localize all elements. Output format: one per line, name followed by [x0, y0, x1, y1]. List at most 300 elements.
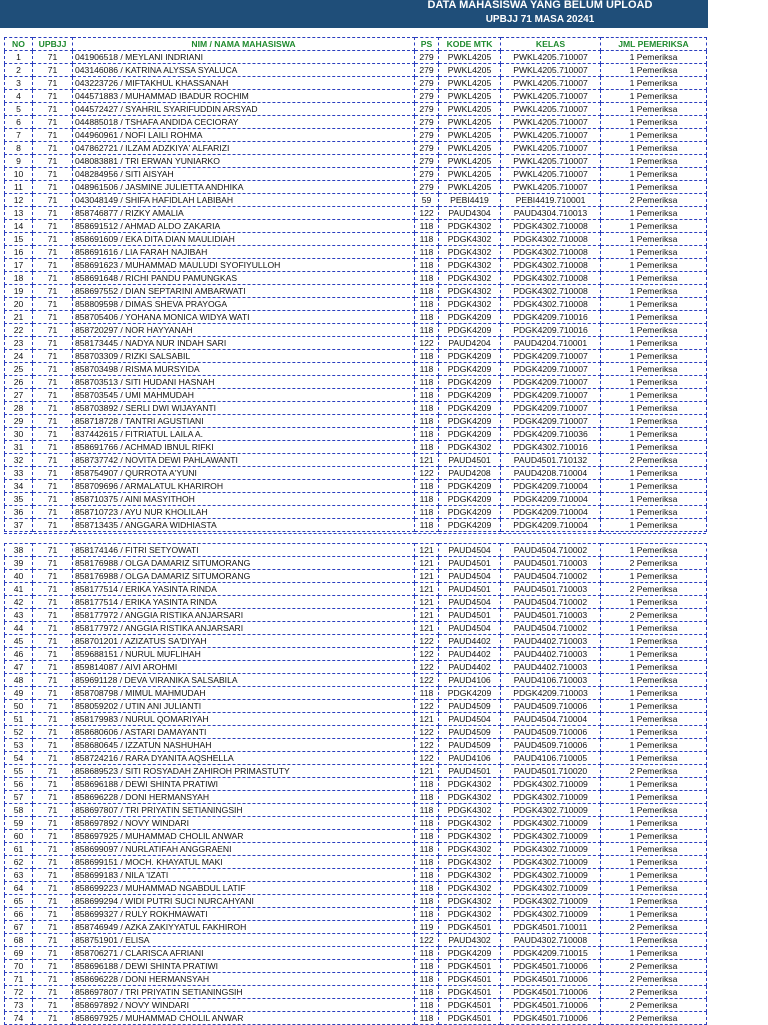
cell-no: 8 — [5, 142, 33, 155]
cell-kode-mtk: PDGK4209 — [439, 350, 501, 363]
cell-nim-nama: 858724216 / RARA DYANITA AQSHELLA — [73, 752, 415, 765]
cell-kode-mtk: PDGK4501 — [439, 921, 501, 934]
cell-jml-pemeriksa: 1 Pemeriksa — [601, 363, 707, 376]
cell-jml-pemeriksa: 2 Pemeriksa — [601, 921, 707, 934]
cell-upbjj: 71 — [33, 77, 73, 90]
cell-nim-nama: 044885018 / TSHAFA ANDIDA CECIORAY — [73, 116, 415, 129]
cell-jml-pemeriksa: 1 Pemeriksa — [601, 233, 707, 246]
cell-kelas: PDGK4302.710009 — [501, 856, 601, 869]
cell-kode-mtk: PDGK4302 — [439, 778, 501, 791]
cell-kelas: PAUD4501.710132 — [501, 454, 601, 467]
table-row — [5, 713, 707, 726]
cell-kode-mtk: PAUD4504 — [439, 713, 501, 726]
cell-jml-pemeriksa: 1 Pemeriksa — [601, 64, 707, 77]
cell-upbjj: 71 — [33, 506, 73, 519]
cell-nim-nama: 858680645 / IZZATUN NASHUHAH — [73, 739, 415, 752]
cell-jml-pemeriksa: 2 Pemeriksa — [601, 999, 707, 1012]
cell-kelas: PAUD4208.710004 — [501, 467, 601, 480]
cell-kelas: PDGK4209.710007 — [501, 402, 601, 415]
cell-kelas: PDGK4209.710007 — [501, 389, 601, 402]
cell-ps: 121 — [415, 544, 439, 557]
cell-kode-mtk: PDGK4302 — [439, 843, 501, 856]
cell-ps: 118 — [415, 480, 439, 493]
table-row — [5, 246, 707, 259]
table-row — [5, 389, 707, 402]
cell-ps: 118 — [415, 311, 439, 324]
cell-nim-nama: 858701201 / AZIZATUS SA'DIYAH — [73, 635, 415, 648]
cell-kode-mtk: PWKL4205 — [439, 116, 501, 129]
cell-no: 66 — [5, 908, 33, 921]
cell-kelas: PWKL4205.710007 — [501, 90, 601, 103]
cell-kelas: PDGK4302.710008 — [501, 246, 601, 259]
cell-upbjj: 71 — [33, 921, 73, 934]
cell-kelas: PDGK4302.710016 — [501, 441, 601, 454]
cell-jml-pemeriksa: 1 Pemeriksa — [601, 389, 707, 402]
cell-no: 4 — [5, 90, 33, 103]
cell-kode-mtk: PDGK4302 — [439, 259, 501, 272]
cell-kelas: PWKL4205.710007 — [501, 168, 601, 181]
cell-jml-pemeriksa: 1 Pemeriksa — [601, 155, 707, 168]
student-table-part-1 — [4, 37, 707, 532]
cell-upbjj: 71 — [33, 363, 73, 376]
cell-upbjj: 71 — [33, 752, 73, 765]
cell-no: 26 — [5, 376, 33, 389]
cell-ps: 121 — [415, 609, 439, 622]
cell-upbjj: 71 — [33, 882, 73, 895]
cell-ps: 118 — [415, 830, 439, 843]
cell-kode-mtk: PDGK4209 — [439, 428, 501, 441]
cell-ps: 118 — [415, 363, 439, 376]
table-row — [5, 298, 707, 311]
table-row — [5, 103, 707, 116]
cell-ps: 121 — [415, 713, 439, 726]
cell-ps: 118 — [415, 687, 439, 700]
cell-no: 31 — [5, 441, 33, 454]
cell-kelas: PDGK4302.710009 — [501, 778, 601, 791]
cell-upbjj: 71 — [33, 934, 73, 947]
table-row — [5, 441, 707, 454]
cell-nim-nama: 044571883 / MUHAMMAD IBADUR ROCHIM — [73, 90, 415, 103]
table-row — [5, 415, 707, 428]
cell-ps: 279 — [415, 168, 439, 181]
cell-nim-nama: 858697925 / MUHAMMAD CHOLIL ANWAR — [73, 830, 415, 843]
cell-kelas: PWKL4205.710007 — [501, 64, 601, 77]
table-row — [5, 428, 707, 441]
cell-no: 65 — [5, 895, 33, 908]
table-row — [5, 194, 707, 207]
table-row — [5, 869, 707, 882]
col-header-kode-mtk: KODE MTK — [439, 38, 501, 51]
cell-kelas: PDGK4209.710007 — [501, 415, 601, 428]
cell-jml-pemeriksa: 1 Pemeriksa — [601, 947, 707, 960]
cell-kelas: PDGK4302.710008 — [501, 220, 601, 233]
table-row — [5, 817, 707, 830]
cell-kelas: PDGK4209.710004 — [501, 519, 601, 532]
cell-upbjj: 71 — [33, 454, 73, 467]
table-row — [5, 272, 707, 285]
table-row — [5, 129, 707, 142]
cell-no: 67 — [5, 921, 33, 934]
cell-nim-nama: 858689523 / SITI ROSYADAH ZAHIROH PRIMASTUTY — [73, 765, 415, 778]
table-row — [5, 116, 707, 129]
cell-upbjj: 71 — [33, 622, 73, 635]
cell-upbjj: 71 — [33, 103, 73, 116]
table-row — [5, 843, 707, 856]
cell-jml-pemeriksa: 1 Pemeriksa — [601, 830, 707, 843]
cell-kode-mtk: PWKL4205 — [439, 64, 501, 77]
table-row — [5, 64, 707, 77]
cell-upbjj: 71 — [33, 869, 73, 882]
cell-ps: 122 — [415, 674, 439, 687]
cell-no: 17 — [5, 259, 33, 272]
cell-kode-mtk: PDGK4302 — [439, 830, 501, 843]
cell-jml-pemeriksa: 1 Pemeriksa — [601, 856, 707, 869]
cell-nim-nama: 858697552 / DIAN SEPTARINI AMBARWATI — [73, 285, 415, 298]
cell-kode-mtk: PWKL4205 — [439, 77, 501, 90]
cell-nim-nama: 858706271 / CLARISCA AFRIANI — [73, 947, 415, 960]
cell-nim-nama: 859688151 / NURUL MUFLIHAH — [73, 648, 415, 661]
table-row — [5, 285, 707, 298]
cell-no: 21 — [5, 311, 33, 324]
table-row — [5, 908, 707, 921]
cell-ps: 122 — [415, 635, 439, 648]
cell-no: 13 — [5, 207, 33, 220]
cell-upbjj: 71 — [33, 168, 73, 181]
report-subtitle: UPBJJ 71 MASA 20241 — [485, 14, 595, 25]
cell-no: 5 — [5, 103, 33, 116]
cell-upbjj: 71 — [33, 700, 73, 713]
cell-jml-pemeriksa: 1 Pemeriksa — [601, 402, 707, 415]
cell-no: 45 — [5, 635, 33, 648]
cell-ps: 279 — [415, 64, 439, 77]
cell-nim-nama: 858176988 / OLGA DAMARIZ SITUMORANG — [73, 570, 415, 583]
cell-no: 64 — [5, 882, 33, 895]
cell-ps: 118 — [415, 376, 439, 389]
cell-kode-mtk: PDGK4302 — [439, 817, 501, 830]
cell-nim-nama: 044960961 / NOFI LAILI ROHMA — [73, 129, 415, 142]
cell-nim-nama: 858699151 / MOCH. KHAYATUL MAKI — [73, 856, 415, 869]
cell-jml-pemeriksa: 1 Pemeriksa — [601, 298, 707, 311]
cell-upbjj: 71 — [33, 142, 73, 155]
cell-ps: 279 — [415, 51, 439, 64]
cell-jml-pemeriksa: 1 Pemeriksa — [601, 103, 707, 116]
cell-nim-nama: 043223726 / MIFTAKHUL KHASSANAH — [73, 77, 415, 90]
cell-ps: 279 — [415, 103, 439, 116]
cell-nim-nama: 858710723 / AYU NUR KHOLILAH — [73, 506, 415, 519]
cell-nim-nama: 858177972 / ANGGIA RISTIKA ANJARSARI — [73, 622, 415, 635]
cell-ps: 121 — [415, 596, 439, 609]
cell-kode-mtk: PAUD4402 — [439, 648, 501, 661]
cell-ps: 118 — [415, 869, 439, 882]
cell-no: 6 — [5, 116, 33, 129]
cell-kelas: PDGK4209.710004 — [501, 480, 601, 493]
cell-jml-pemeriksa: 2 Pemeriksa — [601, 557, 707, 570]
cell-ps: 122 — [415, 337, 439, 350]
cell-jml-pemeriksa: 1 Pemeriksa — [601, 272, 707, 285]
cell-kelas: PEBI4419.710001 — [501, 194, 601, 207]
cell-no: 63 — [5, 869, 33, 882]
student-table-part-2 — [4, 543, 707, 1025]
cell-kelas: PDGK4302.710009 — [501, 830, 601, 843]
table-row — [5, 973, 707, 986]
cell-no: 42 — [5, 596, 33, 609]
cell-upbjj: 71 — [33, 739, 73, 752]
cell-kelas: PAUD4501.710003 — [501, 583, 601, 596]
cell-upbjj: 71 — [33, 324, 73, 337]
cell-ps: 118 — [415, 389, 439, 402]
cell-kelas: PDGK4302.710009 — [501, 869, 601, 882]
cell-kode-mtk: PDGK4209 — [439, 493, 501, 506]
cell-upbjj: 71 — [33, 207, 73, 220]
table-row — [5, 1012, 707, 1025]
cell-kode-mtk: PDGK4302 — [439, 441, 501, 454]
cell-jml-pemeriksa: 1 Pemeriksa — [601, 51, 707, 64]
cell-jml-pemeriksa: 1 Pemeriksa — [601, 324, 707, 337]
cell-kelas: PAUD4509.710006 — [501, 739, 601, 752]
table-row — [5, 882, 707, 895]
table-row — [5, 609, 707, 622]
cell-no: 23 — [5, 337, 33, 350]
cell-kelas: PDGK4209.710007 — [501, 363, 601, 376]
cell-kelas: PDGK4501.710006 — [501, 986, 601, 999]
cell-upbjj: 71 — [33, 493, 73, 506]
cell-nim-nama: 858691512 / AHMAD ALDO ZAKARIA — [73, 220, 415, 233]
cell-ps: 118 — [415, 233, 439, 246]
cell-no: 55 — [5, 765, 33, 778]
cell-no: 38 — [5, 544, 33, 557]
cell-upbjj: 71 — [33, 220, 73, 233]
cell-upbjj: 71 — [33, 415, 73, 428]
cell-jml-pemeriksa: 1 Pemeriksa — [601, 882, 707, 895]
cell-jml-pemeriksa: 1 Pemeriksa — [601, 129, 707, 142]
cell-upbjj: 71 — [33, 817, 73, 830]
cell-no: 1 — [5, 51, 33, 64]
cell-ps: 118 — [415, 895, 439, 908]
cell-kelas: PDGK4209.710036 — [501, 428, 601, 441]
table-row — [5, 493, 707, 506]
cell-ps: 118 — [415, 791, 439, 804]
cell-jml-pemeriksa: 1 Pemeriksa — [601, 220, 707, 233]
cell-jml-pemeriksa: 1 Pemeriksa — [601, 90, 707, 103]
cell-upbjj: 71 — [33, 947, 73, 960]
cell-no: 18 — [5, 272, 33, 285]
cell-upbjj: 71 — [33, 804, 73, 817]
cell-no: 25 — [5, 363, 33, 376]
cell-no: 70 — [5, 960, 33, 973]
cell-nim-nama: 858696228 / DONI HERMANSYAH — [73, 973, 415, 986]
cell-jml-pemeriksa: 1 Pemeriksa — [601, 181, 707, 194]
cell-jml-pemeriksa: 1 Pemeriksa — [601, 337, 707, 350]
cell-kode-mtk: PDGK4302 — [439, 233, 501, 246]
cell-upbjj: 71 — [33, 596, 73, 609]
table-row — [5, 999, 707, 1012]
cell-no: 29 — [5, 415, 33, 428]
cell-kode-mtk: PWKL4205 — [439, 181, 501, 194]
cell-ps: 122 — [415, 700, 439, 713]
cell-no: 74 — [5, 1012, 33, 1025]
cell-kode-mtk: PAUD4501 — [439, 557, 501, 570]
cell-jml-pemeriksa: 1 Pemeriksa — [601, 493, 707, 506]
cell-nim-nama: 858737742 / NOVITA DEWI PAHLAWANTI — [73, 454, 415, 467]
cell-jml-pemeriksa: 2 Pemeriksa — [601, 986, 707, 999]
cell-ps: 118 — [415, 506, 439, 519]
cell-nim-nama: 858703892 / SERLI DWI WIJAYANTI — [73, 402, 415, 415]
cell-kode-mtk: PDGK4302 — [439, 804, 501, 817]
cell-ps: 121 — [415, 570, 439, 583]
cell-ps: 118 — [415, 259, 439, 272]
table-row — [5, 181, 707, 194]
cell-kode-mtk: PAUD4509 — [439, 726, 501, 739]
cell-kelas: PWKL4205.710007 — [501, 51, 601, 64]
cell-jml-pemeriksa: 1 Pemeriksa — [601, 804, 707, 817]
cell-no: 12 — [5, 194, 33, 207]
cell-ps: 118 — [415, 778, 439, 791]
table-row — [5, 791, 707, 804]
cell-kelas: PAUD4501.710003 — [501, 609, 601, 622]
cell-kode-mtk: PAUD4302 — [439, 934, 501, 947]
cell-nim-nama: 044572427 / SYAHRIL SYARIFUDDIN ARSYAD — [73, 103, 415, 116]
cell-ps: 122 — [415, 726, 439, 739]
section-divider — [4, 533, 706, 534]
cell-nim-nama: 858680606 / ASTARI DAMAYANTI — [73, 726, 415, 739]
cell-upbjj: 71 — [33, 557, 73, 570]
cell-upbjj: 71 — [33, 376, 73, 389]
cell-jml-pemeriksa: 2 Pemeriksa — [601, 973, 707, 986]
cell-kelas: PDGK4209.710016 — [501, 311, 601, 324]
table-row — [5, 519, 707, 532]
cell-kelas: PDGK4209.710007 — [501, 350, 601, 363]
cell-upbjj: 71 — [33, 259, 73, 272]
cell-no: 61 — [5, 843, 33, 856]
cell-kelas: PAUD4302.710008 — [501, 934, 601, 947]
cell-jml-pemeriksa: 1 Pemeriksa — [601, 752, 707, 765]
cell-jml-pemeriksa: 1 Pemeriksa — [601, 285, 707, 298]
cell-ps: 122 — [415, 207, 439, 220]
cell-nim-nama: 858691766 / ACHMAD IBNUL RIFKI — [73, 441, 415, 454]
cell-nim-nama: 858697807 / TRI PRIYATIN SETIANINGSIH — [73, 986, 415, 999]
cell-jml-pemeriksa: 1 Pemeriksa — [601, 661, 707, 674]
table-row — [5, 934, 707, 947]
cell-nim-nama: 858746949 / AZKA ZAKIYYATUL FAKHIROH — [73, 921, 415, 934]
cell-kode-mtk: PAUD4501 — [439, 454, 501, 467]
cell-jml-pemeriksa: 1 Pemeriksa — [601, 350, 707, 363]
cell-ps: 118 — [415, 882, 439, 895]
cell-nim-nama: 858703498 / RISMA MURSYIDA — [73, 363, 415, 376]
cell-jml-pemeriksa: 1 Pemeriksa — [601, 700, 707, 713]
cell-ps: 118 — [415, 415, 439, 428]
cell-ps: 118 — [415, 324, 439, 337]
cell-kode-mtk: PDGK4209 — [439, 480, 501, 493]
cell-kode-mtk: PAUD4509 — [439, 739, 501, 752]
table-row — [5, 90, 707, 103]
cell-jml-pemeriksa: 1 Pemeriksa — [601, 934, 707, 947]
cell-kelas: PDGK4501.710011 — [501, 921, 601, 934]
cell-upbjj: 71 — [33, 441, 73, 454]
cell-upbjj: 71 — [33, 116, 73, 129]
cell-kode-mtk: PDGK4209 — [439, 324, 501, 337]
table-row — [5, 51, 707, 64]
cell-upbjj: 71 — [33, 986, 73, 999]
cell-no: 48 — [5, 674, 33, 687]
cell-no: 54 — [5, 752, 33, 765]
cell-no: 3 — [5, 77, 33, 90]
cell-ps: 118 — [415, 817, 439, 830]
cell-upbjj: 71 — [33, 272, 73, 285]
report-title: DATA MAHASISWA YANG BELUM UPLOAD — [427, 0, 653, 11]
cell-upbjj: 71 — [33, 246, 73, 259]
cell-nim-nama: 858720297 / NOR HAYYANAH — [73, 324, 415, 337]
cell-kelas: PDGK4501.710006 — [501, 999, 601, 1012]
cell-no: 52 — [5, 726, 33, 739]
cell-nim-nama: 048083881 / TRI ERWAN YUNIARKO — [73, 155, 415, 168]
cell-nim-nama: 041906518 / MEYLANI INDRIANI — [73, 51, 415, 64]
cell-nim-nama: 858699223 / MUHAMMAD NGABDUL LATIF — [73, 882, 415, 895]
cell-nim-nama: 858174146 / FITRI SETYOWATI — [73, 544, 415, 557]
cell-ps: 118 — [415, 272, 439, 285]
table-row — [5, 77, 707, 90]
cell-nim-nama: 858059202 / UTIN ANI JULIANTI — [73, 700, 415, 713]
cell-no: 58 — [5, 804, 33, 817]
cell-upbjj: 71 — [33, 350, 73, 363]
cell-no: 60 — [5, 830, 33, 843]
cell-kelas: PDGK4302.710009 — [501, 817, 601, 830]
cell-kode-mtk: PAUD4208 — [439, 467, 501, 480]
cell-kelas: PDGK4302.710009 — [501, 804, 601, 817]
table-row — [5, 350, 707, 363]
cell-kelas: PDGK4501.710006 — [501, 1012, 601, 1025]
cell-nim-nama: 043146086 / KATRINA ALYSSA SYALUCA — [73, 64, 415, 77]
cell-no: 30 — [5, 428, 33, 441]
cell-kelas: PAUD4509.710006 — [501, 700, 601, 713]
cell-ps: 118 — [415, 986, 439, 999]
cell-kode-mtk: PDGK4302 — [439, 220, 501, 233]
cell-ps: 118 — [415, 493, 439, 506]
cell-kode-mtk: PAUD4304 — [439, 207, 501, 220]
cell-upbjj: 71 — [33, 233, 73, 246]
cell-ps: 118 — [415, 441, 439, 454]
cell-nim-nama: 858691609 / EKA DITA DIAN MAULIDIAH — [73, 233, 415, 246]
cell-upbjj: 71 — [33, 778, 73, 791]
col-header-jml-pemeriksa: JML PEMERIKSA — [601, 38, 707, 51]
cell-upbjj: 71 — [33, 726, 73, 739]
cell-ps: 118 — [415, 947, 439, 960]
cell-jml-pemeriksa: 2 Pemeriksa — [601, 194, 707, 207]
cell-nim-nama: 858705406 / YOHANA MONICA WIDYA WATI — [73, 311, 415, 324]
cell-kode-mtk: PWKL4205 — [439, 103, 501, 116]
cell-upbjj: 71 — [33, 51, 73, 64]
cell-ps: 121 — [415, 622, 439, 635]
cell-upbjj: 71 — [33, 583, 73, 596]
cell-no: 68 — [5, 934, 33, 947]
table-row — [5, 921, 707, 934]
cell-ps: 279 — [415, 129, 439, 142]
cell-no: 43 — [5, 609, 33, 622]
cell-kelas: PDGK4302.710009 — [501, 908, 601, 921]
cell-kode-mtk: PAUD4501 — [439, 765, 501, 778]
cell-upbjj: 71 — [33, 64, 73, 77]
cell-kelas: PDGK4209.710007 — [501, 376, 601, 389]
cell-nim-nama: 858177514 / ERIKA YASINTA RINDA — [73, 583, 415, 596]
table-row — [5, 960, 707, 973]
cell-kode-mtk: PAUD4504 — [439, 596, 501, 609]
cell-kode-mtk: PDGK4209 — [439, 389, 501, 402]
cell-no: 36 — [5, 506, 33, 519]
cell-no: 46 — [5, 648, 33, 661]
table-row — [5, 947, 707, 960]
cell-ps: 118 — [415, 402, 439, 415]
cell-kelas: PWKL4205.710007 — [501, 129, 601, 142]
cell-no: 53 — [5, 739, 33, 752]
